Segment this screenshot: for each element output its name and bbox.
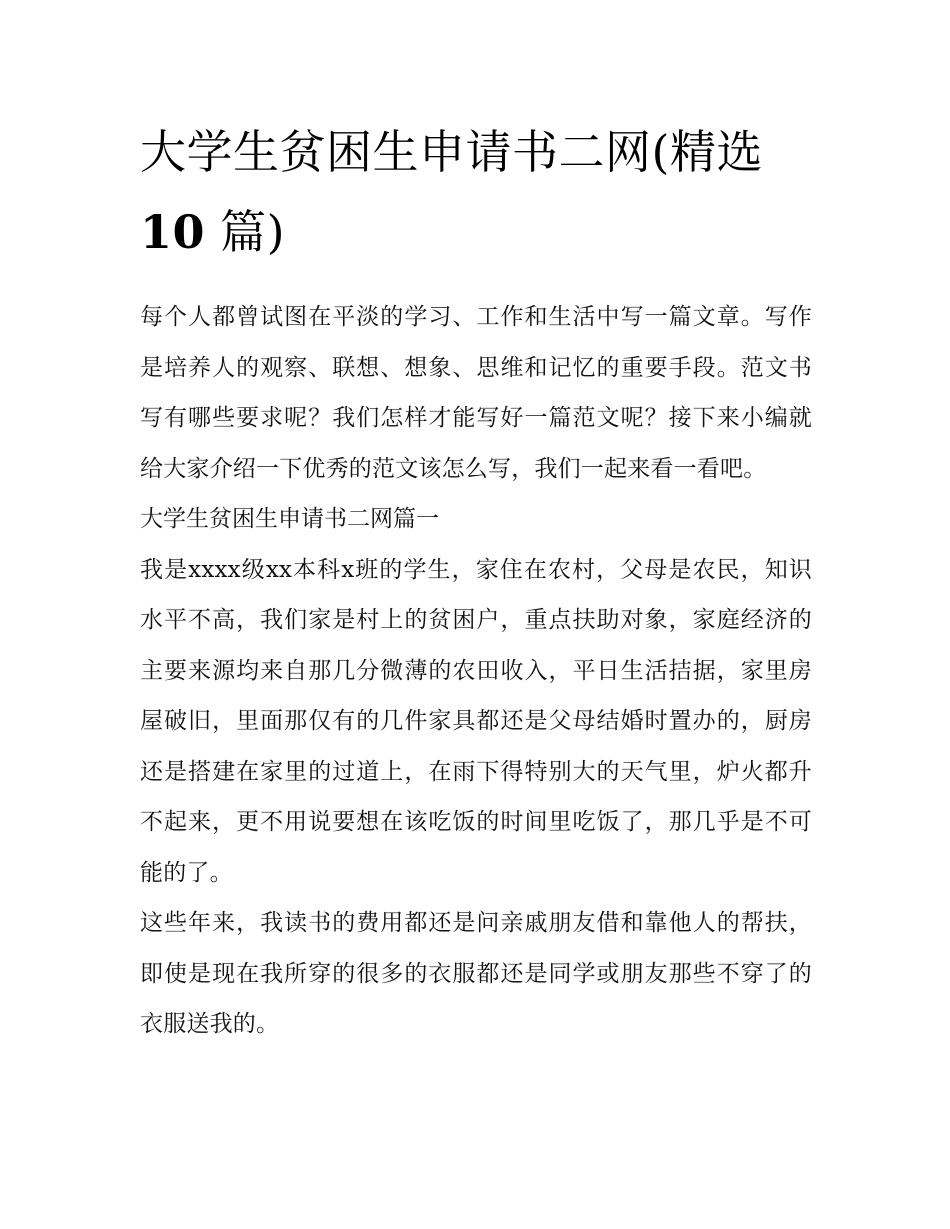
body-paragraph-2: 这些年来，我读书的费用都还是问亲戚朋友借和靠他人的帮扶，即使是现在我所穿的很多的衣服都还是同学或朋友那些不穿了的衣服送我的。 bbox=[140, 910, 812, 1037]
document-title bbox=[140, 112, 812, 272]
section-heading: 大学生贫困生申请书二网篇一 bbox=[140, 506, 439, 532]
body-paragraph-1: 我是xxxx级xx本科x班的学生，家住在农村，父母是农民，知识水平不高，我们家是村上的贫困户，重点扶助对象，家庭经济的主要来源均来自那几分微薄的农田收入，平日生活拮据，家里房屋破旧，里面那仅有的几件家具都还是父母结婚时置办的，厨房还是搭建在家里的过道上，在雨下得特别大的天气里，炉火都升不起来，更不用说要想在该吃饭的时间里吃饭了，那几乎是不可能的了。 bbox=[140, 556, 812, 886]
document-content bbox=[140, 112, 812, 1050]
title-main: 大学生贫困生申请书二网(精选 bbox=[140, 125, 763, 179]
title-tail: 篇) bbox=[220, 205, 286, 259]
intro-paragraph: 每个人都曾试图在平淡的学习、工作和生活中写一篇文章。写作是培养人的观察、联想、想象、思维和记忆的重要手段。范文书写有哪些要求呢？我们怎样才能写好一篇范文呢？接下来小编就给大家介绍一下优秀的范文该怎么写，我们一起来看一看吧。 bbox=[140, 304, 812, 482]
title-number: 10 bbox=[140, 205, 206, 259]
